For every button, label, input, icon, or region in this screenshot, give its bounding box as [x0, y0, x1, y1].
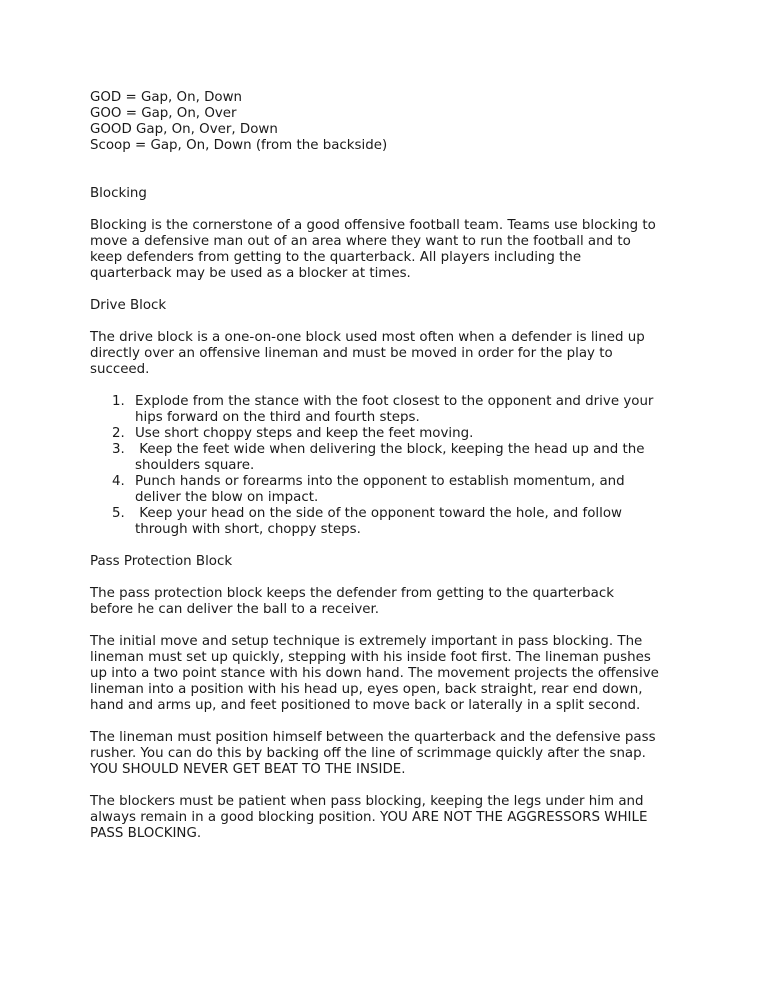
blocking-heading: Blocking	[90, 186, 147, 201]
drive-block-steps	[90, 394, 690, 538]
abbreviation-good: GOOD Gap, On, Over, Down	[90, 122, 278, 137]
drive-block-paragraph: The drive block is a one-on-one block used most often when a defender is lined up directly over an offensive lineman and must be moved in order for the play to succeed.	[90, 330, 645, 377]
pass-protection-paragraph-4: The blockers must be patient when pass blocking, keeping the legs under him and always remain in a good blocking position. YOU ARE NOT THE AGGRESSORS WHILE PASS BLOCKING.	[90, 794, 648, 841]
list-item: 2. Use short choppy steps and keep the feet moving.	[112, 426, 474, 441]
abbreviation-god: GOD = Gap, On, Down	[90, 90, 243, 105]
list-item: 3. Keep the feet wide when delivering the block, keeping the head up and the shoulders square.	[112, 442, 645, 473]
abbreviation-list	[90, 90, 690, 154]
abbreviation-scoop: Scoop = Gap, On, Down (from the backside)	[90, 138, 388, 153]
document-page	[90, 90, 690, 842]
list-number: 4.	[112, 474, 125, 489]
blocking-paragraph: Blocking is the cornerstone of a good offensive football team. Teams use blocking to move a defensive man out of an area where they want to run the football and to keep defenders from getting to the quarterback. All players including the quarterback may be used as a blocker at times.	[90, 218, 656, 281]
pass-protection-heading: Pass Protection Block	[90, 554, 233, 569]
list-item: 4. Punch hands or forearms into the opponent to establish momentum, and deliver the blow on impact.	[112, 474, 625, 505]
list-number: 3.	[112, 442, 125, 457]
list-item: 1. Explode from the stance with the foot closest to the opponent and drive your hips forward on the third and fourth steps.	[112, 394, 654, 425]
list-item: 5. Keep your head on the side of the opponent toward the hole, and follow through with short, choppy steps.	[112, 506, 622, 537]
abbreviation-goo: GOO = Gap, On, Over	[90, 106, 237, 121]
pass-protection-paragraph-3: The lineman must position himself between the quarterback and the defensive pass rusher. You can do this by backing off the line of scrimmage quickly after the snap. YOU SHOULD NEVER GET BEAT TO THE INSIDE.	[90, 730, 656, 777]
pass-protection-paragraph-2: The initial move and setup technique is extremely important in pass blocking. The lineman must set up quickly, stepping with his inside foot first. The lineman pushes up into a two point stance with his down hand. The movement projects the offensive lineman into a position with his head up, eyes open, back straight, rear end down, hand and arms up, and feet positioned to move back or laterally in a split second.	[90, 634, 659, 713]
list-number: 5.	[112, 506, 125, 521]
drive-block-heading: Drive Block	[90, 298, 167, 313]
pass-protection-paragraph-1: The pass protection block keeps the defender from getting to the quarterback before he can deliver the ball to a receiver.	[90, 586, 614, 617]
list-number: 1.	[112, 394, 125, 409]
list-number: 2.	[112, 426, 125, 441]
